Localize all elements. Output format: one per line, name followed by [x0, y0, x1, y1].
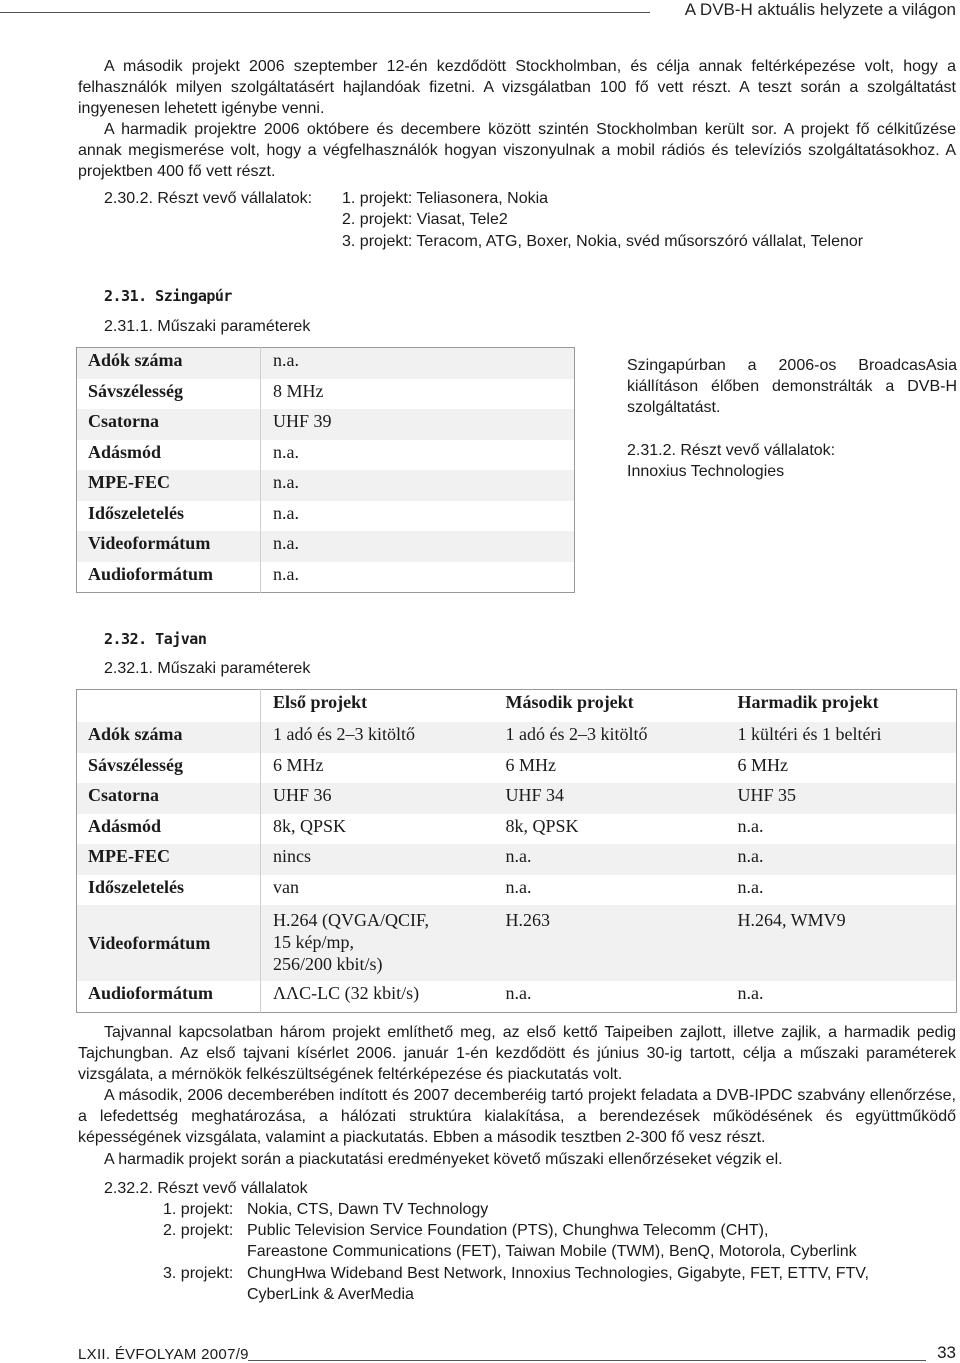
param-value: n.a. [494, 844, 726, 875]
param-value: n.a. [261, 531, 575, 562]
param-value: n.a. [726, 844, 957, 875]
participant-line: 1. projekt: Teliasonera, Nokia [342, 190, 549, 207]
paragraph-taiwan-3: A harmadik projekt során a piackutatási eredményeket követő műszaki ellenőrzéseket végzik el. [104, 1151, 783, 1168]
running-header: A DVB-H aktuális helyzete a világon [684, 0, 956, 19]
param-value: n.a. [261, 562, 575, 593]
subheading-taiwan: 2.32.1. Műszaki paraméterek [104, 660, 311, 677]
paragraph-sweden-2: A második projekt 2006 szeptember 12-én kezdődött Stockholmban, és célja annak feltérképezése volt, hogy a felhasználók milyen szolgáltatásért hajlandóak fizetni. A vizsgálatban 100 fő vett részt. A teszt során a szolgáltatást ingyenesen lehetett igénybe venni. [78, 58, 956, 117]
project-label: 2. projekt: [163, 1222, 234, 1239]
footer-issue: LXII. ÉVFOLYAM 2007/9 [78, 1346, 249, 1363]
participants-label-taiwan: 2.32.2. Részt vevő vállalatok [104, 1180, 308, 1197]
param-value: 1 adó és 2–3 kitöltő [261, 722, 494, 753]
param-value: H.263 [494, 905, 726, 981]
singapore-params-table [76, 347, 575, 593]
table-row [77, 348, 575, 379]
participants-label-singapore: 2.31.2. Részt vevő vállalatok: [627, 442, 836, 459]
param-label: Időszeletelés [77, 501, 261, 532]
param-label: Csatorna [77, 783, 261, 814]
table-row [77, 470, 575, 501]
project-label: 1. projekt: [163, 1201, 234, 1218]
param-value: n.a. [726, 875, 957, 906]
param-value: 1 adó és 2–3 kitöltő [494, 722, 726, 753]
param-value: 6 MHz [494, 753, 726, 784]
table-row [77, 783, 957, 814]
param-label: Adók száma [77, 722, 261, 753]
param-value: 8k, QPSK [494, 814, 726, 845]
table-row [77, 562, 575, 593]
param-label: Adásmód [77, 440, 261, 471]
taiwan-params-table [76, 689, 957, 1013]
param-value-line: 15 kép/mp, [273, 932, 354, 952]
participants-value-singapore: Innoxius Technologies [627, 463, 785, 480]
singapore-side-text: Szingapúrban a 2006-os BroadcasAsia kiállításon élőben demonstrálták a DVB-H szolgáltatást. [627, 357, 957, 416]
project-members: Fareastone Communications (FET), Taiwan Mobile (TWM), BenQ, Motorola, Cyberlink [247, 1243, 857, 1260]
table-row [77, 440, 575, 471]
param-label: Adók száma [77, 348, 261, 379]
param-value: UHF 36 [261, 783, 494, 814]
param-label: Időszeletelés [77, 875, 261, 906]
param-value: UHF 34 [494, 783, 726, 814]
param-label: Videoformátum [77, 531, 261, 562]
param-value: n.a. [726, 981, 957, 1012]
table-row [77, 722, 957, 753]
param-value: 1 kültéri és 1 beltéri [726, 722, 957, 753]
subheading-singapore: 2.31.1. Műszaki paraméterek [104, 318, 311, 335]
param-value: n.a. [494, 981, 726, 1012]
param-value: UHF 39 [261, 409, 575, 440]
column-header: Első projekt [261, 690, 494, 723]
param-label: Csatorna [77, 409, 261, 440]
project-members: Public Television Service Foundation (PTS), Chunghwa Telecomm (CHT), [247, 1222, 769, 1239]
participant-line: 2. projekt: Viasat, Tele2 [342, 211, 508, 228]
table-row [77, 981, 957, 1012]
param-label: MPE-FEC [77, 844, 261, 875]
table-row [77, 814, 957, 845]
param-label: Adásmód [77, 814, 261, 845]
paragraph-taiwan-1: Tajvannal kapcsolatban három projekt említhető meg, az első kettő Taipeiben zajlott, illetve zajlik, a harmadik pedig Tajchungban. Az első tajvani kísérlet 2006. január 1-én kezdődött és június 30-ig tartott, célja a műszaki paraméterek vizsgálata, a mérnökök felkészültségének feltérképezése és piackutatás volt. [78, 1024, 956, 1083]
param-value: n.a. [494, 875, 726, 906]
table-row [77, 531, 575, 562]
header-empty [77, 690, 261, 723]
paragraph-taiwan-2: A második, 2006 decemberében indított és 2007 decemberéig tartó projekt feladata a DVB-IPDC szabvány ellenőrzése, a lefedettség meghatározása, a hálózati struktúra kialakítása, a berendezések működésének és együttműködő képességének vizsgálata, valamint a piackutatás. Ebben a második tesztben 2-300 fő vesz részt. [78, 1087, 956, 1146]
param-value: 6 MHz [261, 753, 494, 784]
column-header: Harmadik projekt [726, 690, 957, 723]
param-value: nincs [261, 844, 494, 875]
table-row [77, 379, 575, 410]
footer-rule [248, 1360, 926, 1361]
param-value: n.a. [261, 470, 575, 501]
table-row [77, 844, 957, 875]
param-label: Audioformátum [77, 562, 261, 593]
project-members: CyberLink & AverMedia [247, 1286, 414, 1303]
param-value: 8 MHz [261, 379, 575, 410]
param-value: n.a. [261, 501, 575, 532]
param-value-line: H.264 (QVGA/QCIF, [273, 910, 430, 930]
param-label: Audioformátum [77, 981, 261, 1012]
param-label: Videoformátum [77, 905, 261, 981]
page-number: 33 [937, 1343, 956, 1362]
param-value: n.a. [261, 348, 575, 379]
column-header: Második projekt [494, 690, 726, 723]
section-heading-singapore: 2.31. Szingapúr [104, 287, 232, 305]
table-row [77, 501, 575, 532]
header-rule [0, 12, 650, 13]
param-label: MPE-FEC [77, 470, 261, 501]
param-label: Sávszélesség [77, 379, 261, 410]
project-label: 3. projekt: [163, 1265, 234, 1282]
project-members: Nokia, CTS, Dawn TV Technology [247, 1201, 489, 1218]
project-members: ChungHwa Wideband Best Network, Innoxius Technologies, Gigabyte, FET, ETTV, FTV, [247, 1265, 869, 1282]
paragraph-sweden-3: A harmadik projektre 2006 októbere és decembere között szintén Stockholmban került sor. A projekt fő célkitűzése annak megismerése volt, hogy a végfelhasználók hogyan viszonyulnak a mobil rádiós és televíziós szolgáltatásokhoz. A projektben 400 fő vett részt. [78, 121, 956, 180]
param-label: Sávszélesség [77, 753, 261, 784]
param-value-multiline [261, 905, 494, 981]
param-value: ΛΛC-LC (32 kbit/s) [261, 981, 494, 1012]
participants-label-sweden: 2.30.2. Részt vevő vállalatok: [104, 190, 313, 207]
section-heading-taiwan: 2.32. Tajvan [104, 630, 207, 648]
table-header-row [77, 690, 957, 723]
table-row [77, 905, 957, 981]
table-row [77, 409, 575, 440]
param-value: 8k, QPSK [261, 814, 494, 845]
param-value-line: 256/200 kbit/s) [273, 954, 383, 974]
participant-line: 3. projekt: Teracom, ATG, Boxer, Nokia, svéd műsorszóró vállalat, Telenor [342, 233, 864, 250]
param-value: n.a. [261, 440, 575, 471]
table-row [77, 753, 957, 784]
param-value: n.a. [726, 814, 957, 845]
param-value: H.264, WMV9 [726, 905, 957, 981]
param-value: UHF 35 [726, 783, 957, 814]
param-value: 6 MHz [726, 753, 957, 784]
table-row [77, 875, 957, 906]
param-value: van [261, 875, 494, 906]
